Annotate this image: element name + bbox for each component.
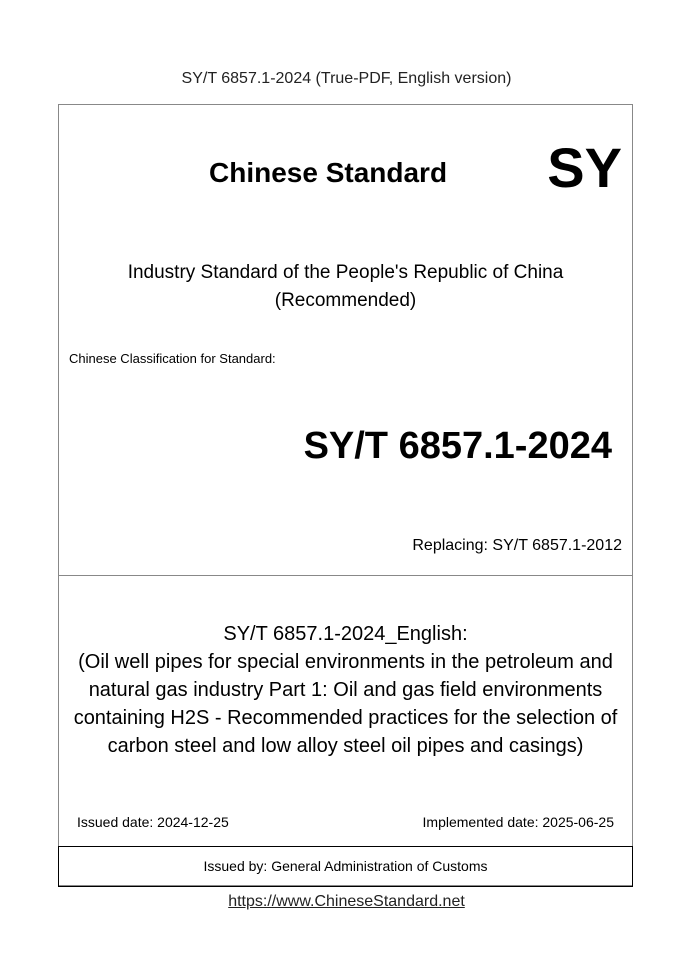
english-title-description: (Oil well pipes for special environments in the petroleum and natural gas industry Part 1: Oil and gas field environments containing H2S - Recommended practices for the selection of carbon steel and low alloy steel oil pipes and casings) xyxy=(73,651,618,757)
cover-top-section xyxy=(59,105,632,576)
english-title xyxy=(59,620,632,760)
page-header: SY/T 6857.1-2024 (True-PDF, English version) xyxy=(181,70,512,87)
classification-label: Chinese Classification for Standard: xyxy=(69,351,276,366)
website-link[interactable]: https://www.ChineseStandard.net xyxy=(228,893,465,910)
standard-mark: SY xyxy=(547,136,622,199)
issued-date: Issued date: 2024-12-25 xyxy=(77,814,229,830)
implemented-date: Implemented date: 2025-06-25 xyxy=(422,814,614,830)
issuer-box: Issued by: General Administration of Customs xyxy=(58,846,633,887)
industry-statement xyxy=(59,259,632,315)
standard-code: SY/T 6857.1-2024 xyxy=(303,425,612,467)
replacing-note: Replacing: SY/T 6857.1-2012 xyxy=(412,537,622,554)
cover-frame xyxy=(58,104,633,886)
industry-line: Industry Standard of the People's Republic of China xyxy=(127,262,564,283)
english-title-section xyxy=(59,576,632,846)
english-title-code: SY/T 6857.1-2024_English: xyxy=(223,623,468,645)
cover-title: Chinese Standard xyxy=(209,157,448,188)
recommended-label: (Recommended) xyxy=(274,290,417,311)
